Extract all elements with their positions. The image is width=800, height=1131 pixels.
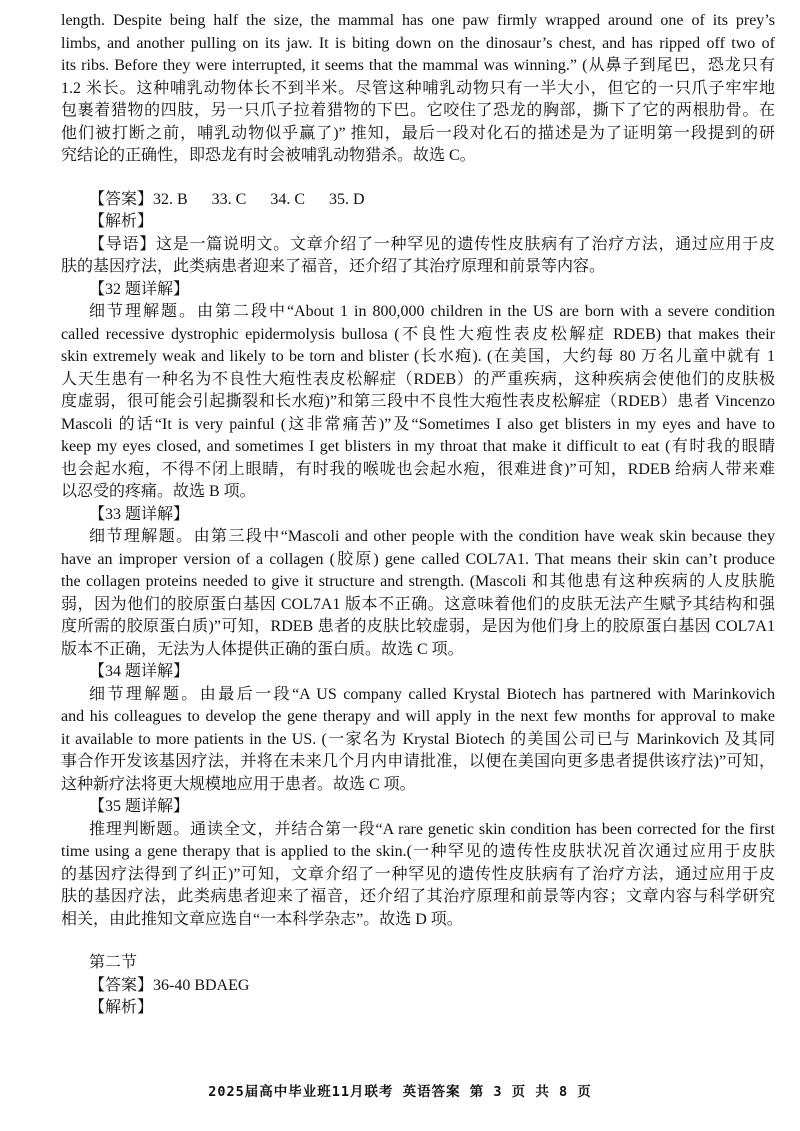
text-line: it available to more patients in the US. (一家名为 Krystal Biotech 的美国公司已与 Marinkovich 及其同 [61, 730, 775, 748]
paragraph [61, 504, 775, 527]
page-footer: 2025届高中毕业班11月联考 英语答案 第 3 页 共 8 页 [208, 1084, 592, 1100]
text-line: Mascoli 的话“It is very painful (这非常痛苦)”及“Sometimes I also get blisters in my eyes and have to [61, 415, 775, 433]
text-line: 弱，因为他们的胶原蛋白基因 COL7A1 版本不正确。这意味着他们的皮肤无法产生赋予其结构和强 [61, 595, 775, 613]
text-line: time using a gene therapy that is applied to the skin.(一种罕见的遗传性皮肤状况首次通过应用于皮肤 [61, 843, 775, 860]
paragraph [61, 526, 775, 661]
paragraph [61, 975, 775, 998]
paragraph [61, 952, 775, 975]
text-line: 相关，由此推知文章应选自“一本科学杂志”。故选 D 项。 [61, 910, 463, 928]
text-line: and his colleagues to develop the gene therapy and will apply in the next few months for approval to make [61, 708, 775, 725]
text-line: 度虚弱，很可能会引起撕裂和长水疱)”和第三段中不良性大疱性表皮松解症（RDEB）患者 Vincenzo [61, 393, 775, 410]
text-line: 包裹着猎物的四肢，另一只爪子拉着猎物的下巴。它咬住了恐龙的胸部，撕下了它的两根肋骨。在 [61, 102, 775, 119]
text-line: length. Despite being half the size, the mammal has one paw firmly wrapped around one of its prey’s [61, 12, 775, 29]
text-line: the collagen proteins needed to give it structure and strength. (Mascoli 和其他患有这种疾病的人皮肤脆 [61, 573, 775, 590]
text-line: 细节理解题。由最后一段“A US company called Krystal Biotech has partnered with Marinkovich [89, 685, 775, 703]
paragraph [61, 189, 775, 212]
text-line: 究结论的正确性，即恐龙有时会被哺乳动物猎杀。故选 C。 [61, 147, 476, 164]
paragraph [61, 211, 775, 234]
text-line: 肤的基因疗法，此类病患者迎来了福音，还介绍了其治疗原理和前景等内容；文章内容与科学研究 [61, 888, 775, 905]
text-line: its ribs. Before they were interrupted, it seems that the mammal was winning.” (从鼻子到尾巴，恐龙只有 [61, 57, 775, 74]
text-line: 人天生患有一种名为不良性大疱性表皮松解症（RDEB）的严重疾病，这种疾病会使他们的皮肤极 [61, 370, 775, 388]
text-line: 版本不正确，无法为人体提供正确的蛋白质。故选 C 项。 [61, 640, 464, 658]
text-line: 以忍受的疼痛。故选 B 项。 [61, 483, 256, 500]
text-line: 度所需的胶原蛋白质)”可知，RDEB 患者的皮肤比较虚弱，是因为他们身上的胶原蛋白基因 COL7A1 [61, 618, 775, 635]
text-line: 【32 题详解】 [89, 280, 190, 298]
paragraph [61, 819, 775, 932]
paragraph [61, 661, 775, 684]
text-line: 肤的基因疗法，此类病患者迎来了福音，还介绍了其治疗原理和前景等内容。 [61, 258, 606, 275]
paragraph [61, 301, 775, 504]
text-line: 【答案】32. B 33. C 34. C 35. D [89, 190, 365, 208]
text-line: 他们被打断之前，哺乳动物似乎赢了)” 推知，最后一段对化石的描述是为了证明第一段提到的研 [61, 124, 775, 142]
blank-gap [61, 168, 775, 189]
text-line: 也会起水疱，不得不闭上眼睛，有时我的喉咙也会起水疱，很难进食)”可知，RDEB 给病人带来难 [61, 460, 775, 478]
paragraph [61, 279, 775, 302]
text-line: keep my eyes closed, and sometimes I get blisters in my throat that make it difficult to eat (有时我的眼睛 [61, 438, 775, 455]
paragraph [61, 997, 775, 1020]
paragraph [61, 234, 775, 279]
text-line: 【答案】36-40 BDAEG [89, 976, 250, 994]
text-line: 【34 题详解】 [89, 663, 190, 680]
text-line: 1.2 米长。这种哺乳动物体长不到半米。尽管这种哺乳动物只有一半大小，但它的一只爪子牢牢地 [61, 79, 775, 97]
text-line: 细节理解题。由第二段中“About 1 in 800,000 children in the US are born with a severe condition [89, 303, 775, 320]
text-line: 【解析】 [89, 999, 154, 1016]
text-line: 推理判断题。通读全文，并结合第一段“A rare genetic skin condition has been corrected for the first [89, 820, 775, 838]
text-line: 的基因疗法得到了纠正)”可知，文章介绍了一种罕见的遗传性皮肤病有了治疗方法，通过应用于皮 [61, 865, 775, 883]
text-line: have an improper version of a collagen (胶原) gene called COL7A1. That means their skin can’t produce [61, 550, 775, 568]
paragraph [61, 684, 775, 797]
document-body [61, 10, 775, 1020]
text-line: limbs, and another pulling on its jaw. It is biting down on the dinosaur’s chest, and has ripped off two of [61, 34, 775, 52]
text-line: called recessive dystrophic epidermolysis bullosa (不良性大疱性表皮松解症 RDEB) that makes their [61, 325, 775, 343]
text-line: 这种新疗法将更大规模地应用于患者。故选 C 项。 [61, 775, 416, 793]
text-line: 细节理解题。由第三段中“Mascoli and other people with the condition have weak skin because they [89, 528, 775, 545]
text-line: 【解析】 [89, 213, 154, 230]
text-line: 第二节 [89, 954, 138, 971]
paragraph [61, 10, 775, 168]
text-line: skin extremely weak and likely to be torn and blister (长水疱). (在美国，大约每 80 万名儿童中就有 1 [61, 348, 775, 365]
text-line: 【33 题详解】 [89, 505, 190, 523]
paragraph [61, 796, 775, 819]
text-line: 【导语】这是一篇说明文。文章介绍了一种罕见的遗传性皮肤病有了治疗方法，通过应用于皮 [89, 235, 775, 253]
text-line: 【35 题详解】 [89, 798, 190, 815]
blank-gap [61, 931, 775, 952]
text-line: 事合作开发该基因疗法，并将在未来几个月内申请批准，以便在美国向更多患者提供该疗法)”可知， [61, 753, 775, 770]
